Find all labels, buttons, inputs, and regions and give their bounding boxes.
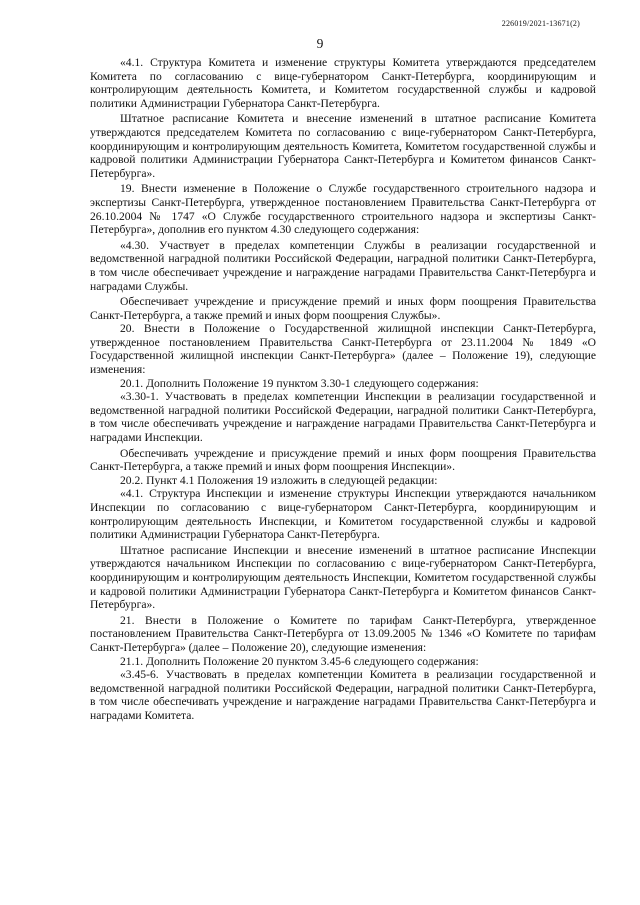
paragraph: 20.2. Пункт 4.1 Положения 19 изложить в следующей редакции: — [120, 473, 438, 487]
document-body — [90, 56, 596, 723]
paragraph: 19. Внести изменение в Положение о Службе государственного строительного надзора и экспертизы Санкт-Петербурга, утвержденное постановлением Правительства Санкт-Петербурга от 26.10.2004 № 1747 «О Службе государственного строительного надзора и экспертизы Санкт-Петербурга», дополнив его пунктом 4.30 следующего содержания: — [90, 182, 596, 237]
document-id: 226019/2021-13671(2) — [501, 19, 580, 28]
paragraph: Штатное расписание Комитета и внесение изменений в штатное расписание Комитета утверждаются председателем Комитета по согласованию с вице-губернатором Санкт-Петербурга, координирующим и контролирующим деятельность Комитета, Комитетом государственной службы и кадровой политики Администрации Губернатора Санкт-Петербурга и Комитетом финансов Санкт-Петербурга». — [90, 112, 596, 180]
paragraph: 20. Внести в Положение о Государственной жилищной инспекции Санкт-Петербурга, утвержденное постановлением Правительства Санкт-Петербурга от 23.11.2004 № 1849 «О Государственной жилищной инспекции Санкт-Петербурга» (далее – Положение 19), следующие изменения: — [90, 322, 596, 377]
paragraph: Штатное расписание Инспекции и внесение изменений в штатное расписание Инспекции утверждаются начальником Инспекции по согласованию с вице-губернатором Санкт-Петербурга, координирующим и контролирующим деятельность Инспекции, Комитетом государственной службы и кадровой политики Администрации Губернатора Санкт-Петербурга и Комитетом финансов Санкт-Петербурга». — [90, 543, 596, 612]
paragraph: 21. Внести в Положение о Комитете по тарифам Санкт-Петербурга, утвержденное постановлением Правительства Санкт-Петербурга от 13.09.2005 № 1346 «О Комитете по тарифам Санкт-Петербурга» (далее – Положение 20), следующие изменения: — [90, 613, 596, 654]
paragraph: 20.1. Дополнить Положение 19 пунктом 3.30-1 следующего содержания: — [120, 376, 479, 390]
paragraph: «3.30-1. Участвовать в пределах компетенции Инспекции в реализации государственной и ведомственной наградной политики Российской Федерации, наградной политики Санкт-Петербурга, в том числе обеспечивать учреждение и награждение наградами Правительства Санкт-Петербурга и наградами Инспекции. — [90, 390, 596, 445]
page-number: 9 — [316, 36, 324, 51]
paragraph: Обеспечивать учреждение и присуждение премий и иных форм поощрения Правительства Санкт-Петербурга, а также премий и иных форм поощрения Инспекции». — [90, 446, 596, 474]
paragraph: «4.30. Участвует в пределах компетенции Службы в реализации государственной и ведомственной наградной политики Российской Федерации, наградной политики Санкт-Петербурга, в том числе обеспечивает учреждение и награждение наградами Правительства Санкт-Петербурга и наградами Службы. — [90, 238, 596, 293]
paragraph: Обеспечивает учреждение и присуждение премий и иных форм поощрения Правительства Санкт-Петербурга, а также премий и иных форм поощрения Службы». — [90, 295, 596, 322]
paragraph: «4.1. Структура Комитета и изменение структуры Комитета утверждаются председателем Комитета по согласованию с вице-губернатором Санкт-Петербурга, координирующим и контролирующим деятельность Комитета, и Комитетом государственной службы и кадровой политики Администрации Губернатора Санкт-Петербурга. — [90, 56, 596, 110]
paragraph: 21.1. Дополнить Положение 20 пунктом 3.45-6 следующего содержания: — [120, 654, 479, 668]
paragraph: «3.45-6. Участвовать в пределах компетенции Комитета в реализации государственной и ведомственной наградной политики Российской Федерации, наградной политики Санкт-Петербурга, в том числе обеспечивать учреждение и награждение наградами Правительства Санкт-Петербурга и наградами Комитета. — [90, 668, 596, 722]
paragraph: «4.1. Структура Инспекции и изменение структуры Инспекции утверждаются начальником Инспекции по согласованию с вице-губернатором Санкт-Петербурга, координирующим и контролирующим деятельность Инспекции, и Комитетом государственной службы и кадровой политики Администрации Губернатора Санкт-Петербурга. — [90, 487, 596, 542]
